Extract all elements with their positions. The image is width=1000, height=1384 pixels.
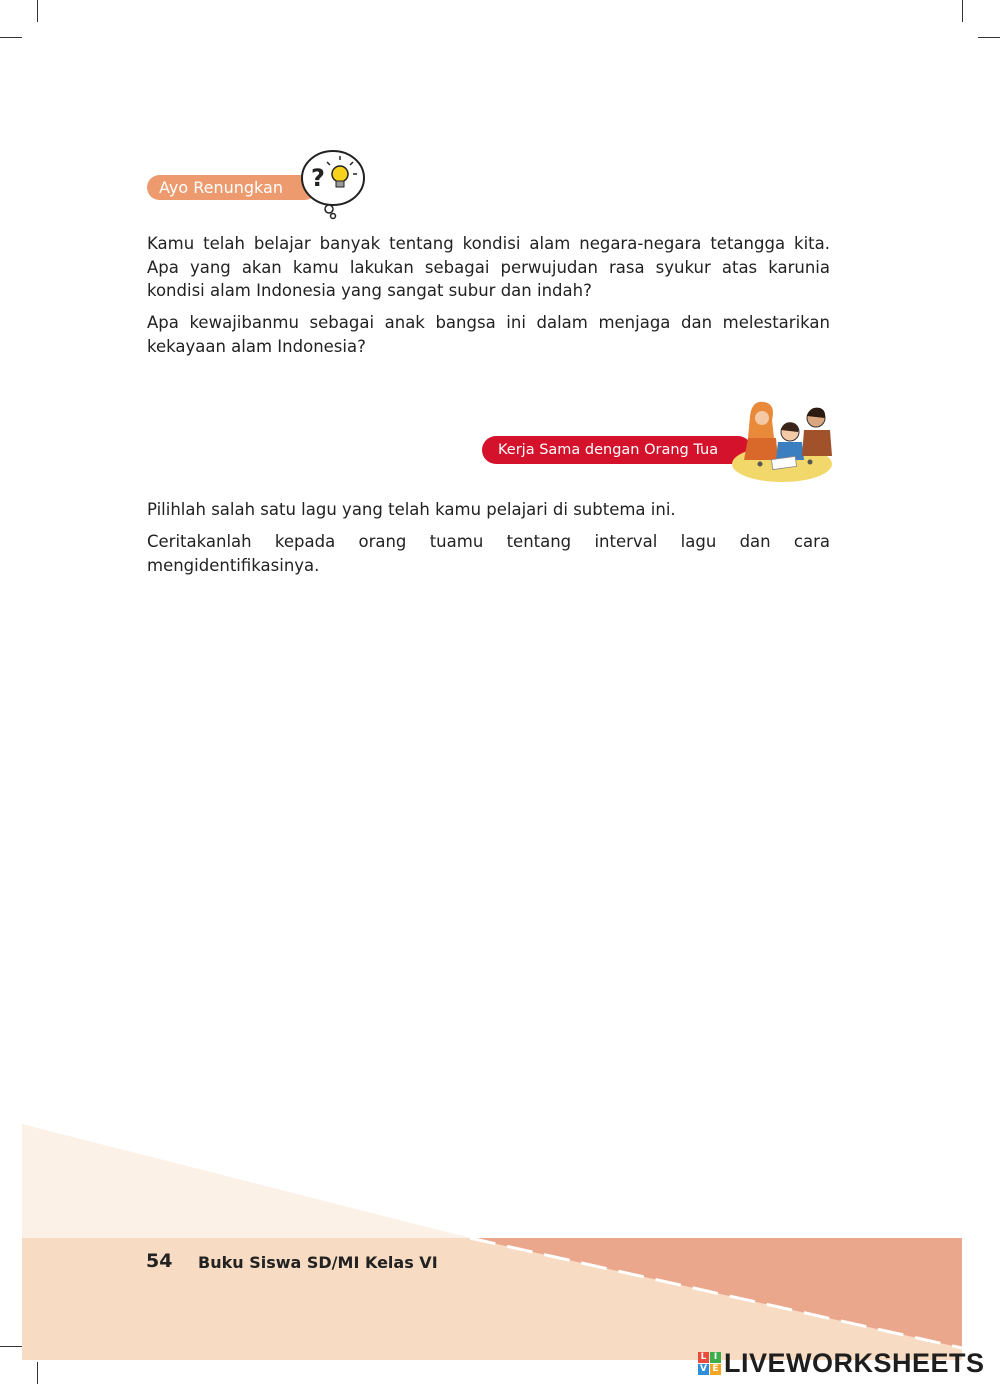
svg-text:?: ?	[311, 164, 325, 192]
section-title-ayo-renungkan	[147, 175, 317, 200]
section-title-kerja-sama	[482, 436, 752, 464]
book-title: Buku Siswa SD/MI Kelas VI	[198, 1253, 438, 1272]
logo-letter: I	[710, 1352, 721, 1363]
parent-activity-paragraph: Pilihlah salah satu lagu yang telah kamu pelajari di subtema ini.	[147, 500, 676, 519]
crop-mark	[0, 37, 22, 38]
liveworksheets-watermark	[698, 1348, 985, 1378]
crop-mark	[962, 0, 963, 22]
section-title-label: Ayo Renungkan	[159, 178, 283, 197]
liveworksheets-logo-icon	[698, 1352, 721, 1375]
reflection-paragraph: Kamu telah belajar banyak tentang kondisi alam negara-negara tetangga kita. Apa yang akan kamu lakukan sebagai perwujudan rasa syukur atas karunia kondisi alam Indonesia yang sangat subur dan indah?	[147, 234, 830, 300]
reflection-paragraph: Apa kewajibanmu sebagai anak bangsa ini dalam menjaga dan melestarikan kekayaan alam Indonesia?	[147, 313, 830, 356]
logo-letter: V	[698, 1364, 709, 1375]
logo-letter: E	[710, 1364, 721, 1375]
logo-letter: L	[698, 1352, 709, 1363]
section-title-label: Kerja Sama dengan Orang Tua	[498, 442, 719, 458]
parent-activity-paragraph: Ceritakanlah kepada orang tuamu tentang interval lagu dan cara mengidentifikasinya.	[147, 532, 830, 575]
watermark-text: LIVEWORKSHEETS	[724, 1347, 985, 1378]
crop-mark	[37, 0, 38, 22]
family-working-together-illustration	[730, 398, 835, 486]
crop-mark	[978, 37, 1000, 38]
question-lightbulb-thought-icon	[299, 148, 367, 220]
page-number: 54	[146, 1250, 173, 1272]
